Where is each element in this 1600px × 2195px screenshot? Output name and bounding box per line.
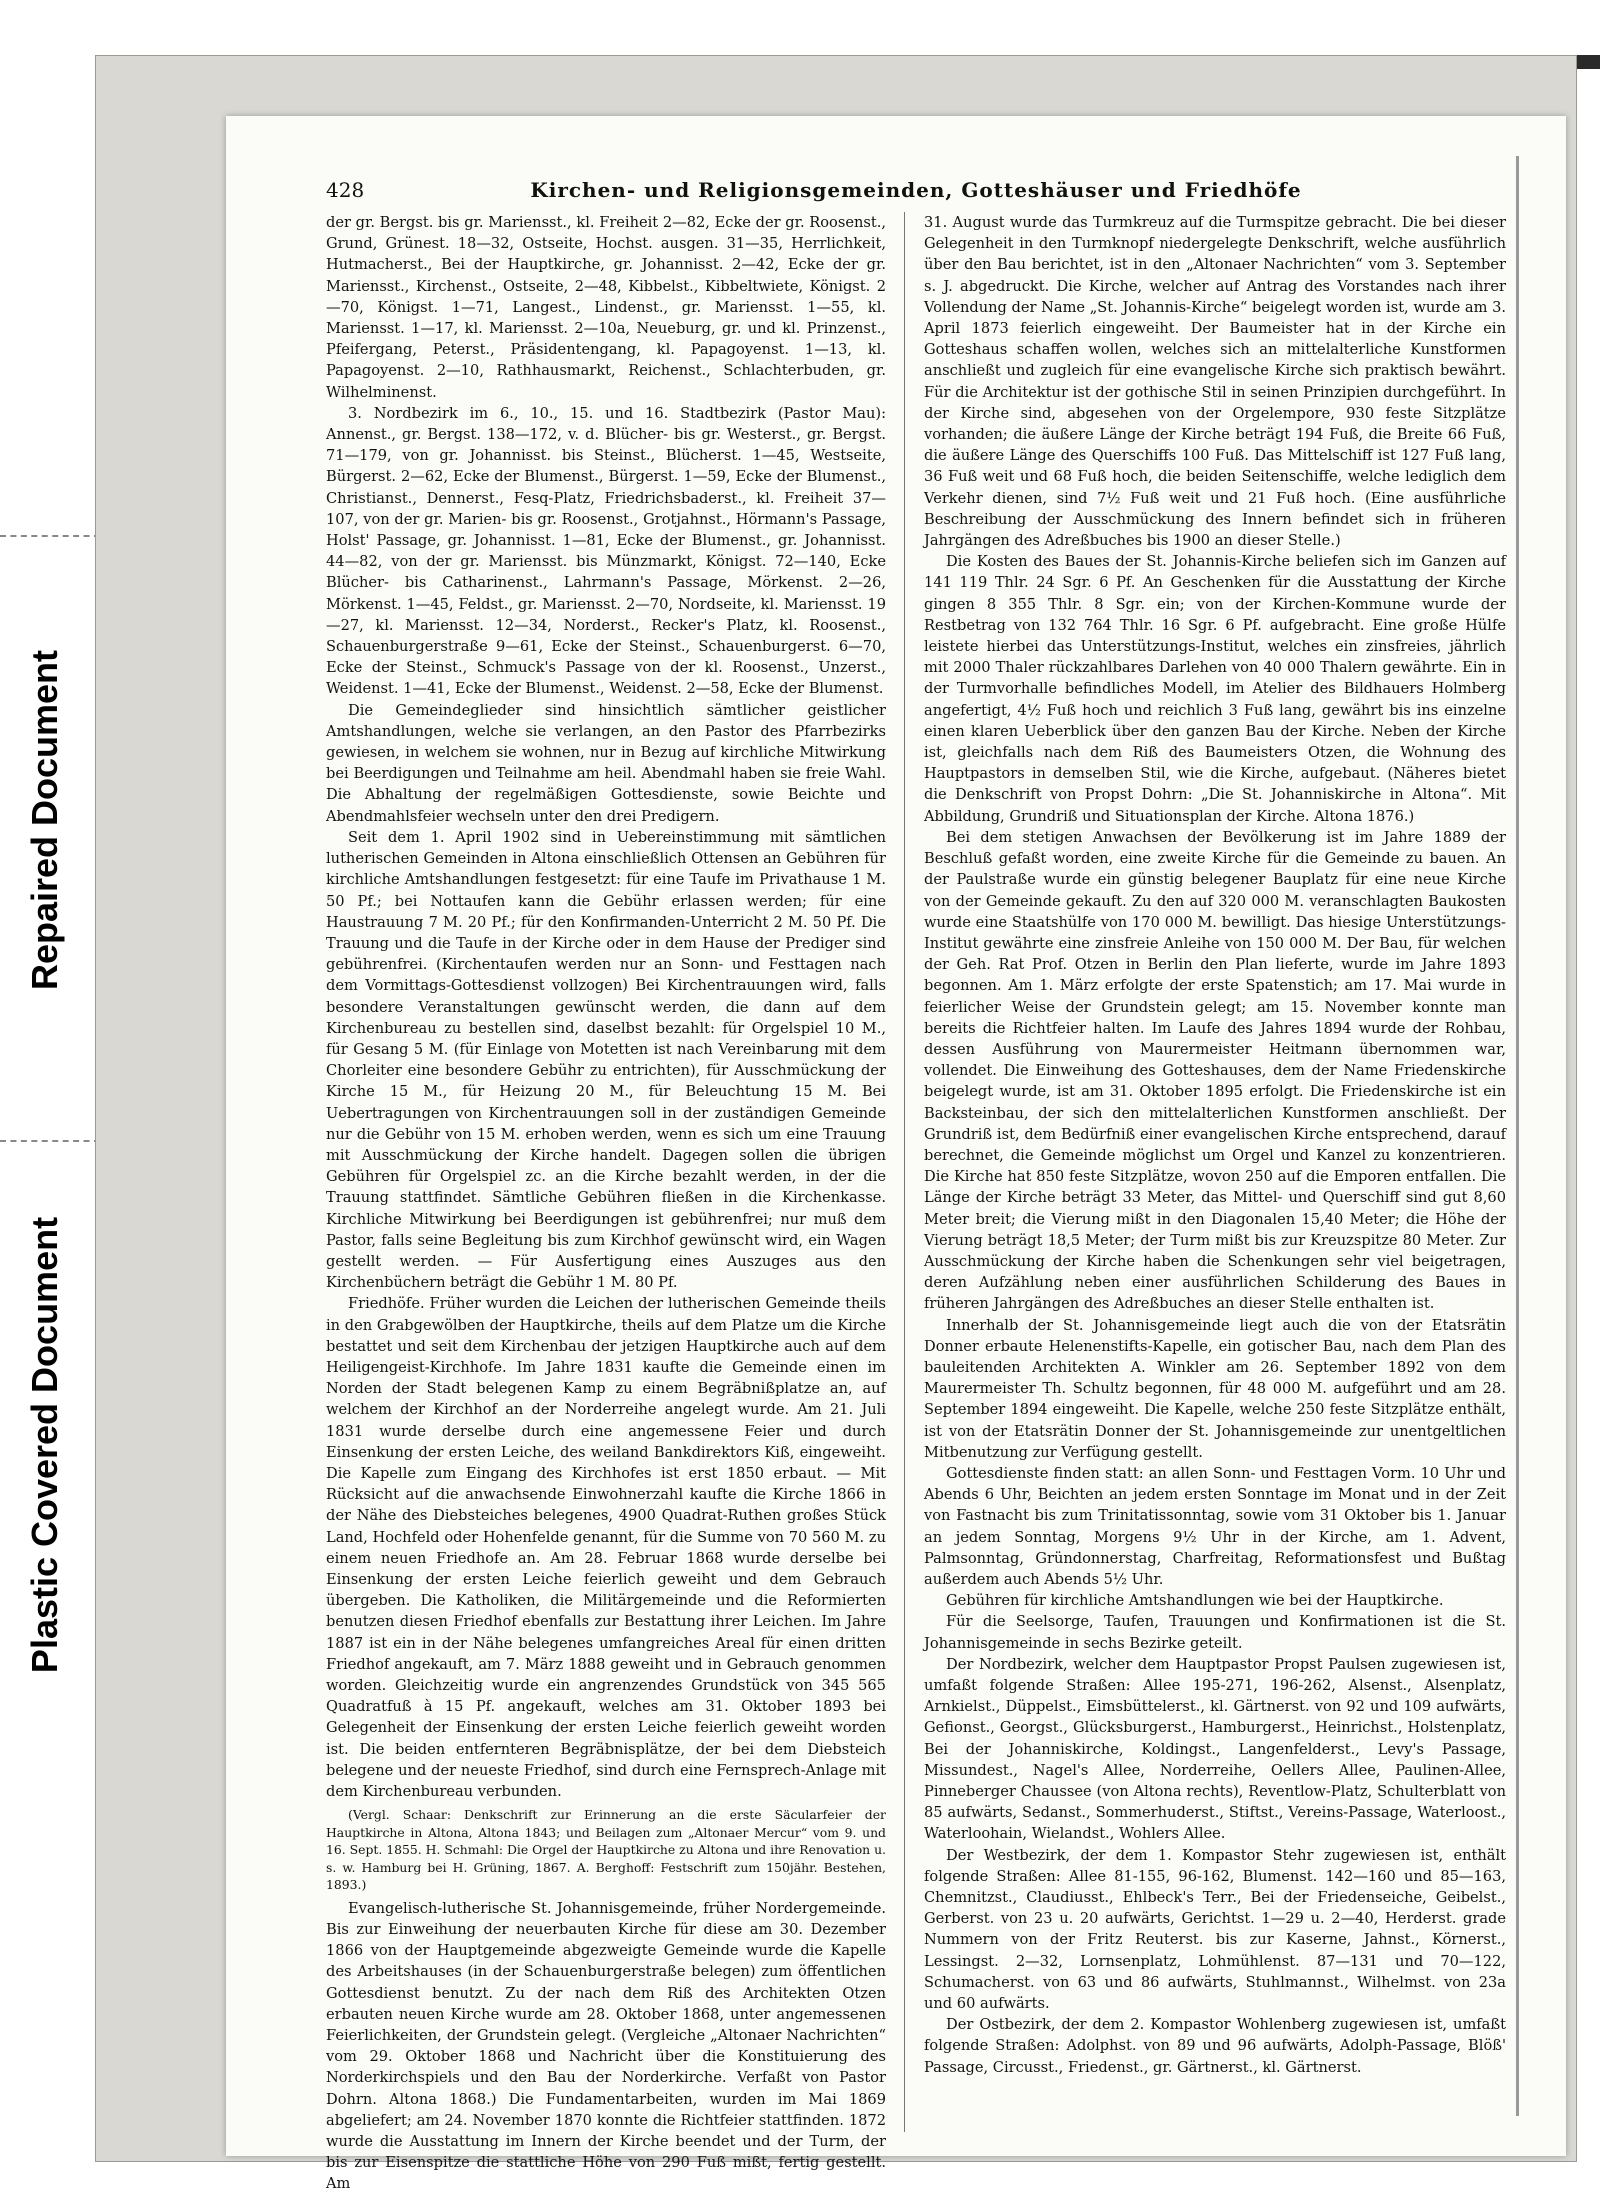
- page-number: 428: [326, 178, 365, 202]
- paragraph: Seit dem 1. April 1902 sind in Uebereinstimmung mit sämtlichen lutherischen Gemeinden in Altona einschließlich Ottensen an Gebühren für kirchliche Amtshandlungen festgesetzt: für eine Taufe im Privathause 1 M. 50 Pf.; bei Nottaufen kann die Gebühr erlassen werden; für eine Haustrauung 7 M. 20 Pf.; für den Konfirmanden-Unterricht 2 M. 50 Pf. Die Trauung und die Taufe in der Kirche oder in dem Hause der Prediger sind gebührenfrei. (Kirchentaufen werden nur an Sonn- und Festtagen nach dem Vormittags-Gottesdienst vollzogen) Bei Kirchentrauungen wird, falls besondere Veranstaltungen gewünscht werden, die dann auf dem Kirchenbureau zu bestellen sind, daselbst bezahlt: für Orgelspiel 10 M., für Gesang 5 M. (für Einlage von Motetten ist nach Vereinbarung mit dem Chorleiter eine besondere Gebühr zu entrichten), für Ausschmückung der Kirche 15 M., für Heizung 20 M., für Beleuchtung 15 M. Bei Uebertragungen von Kirchentrauungen soll in der zuständigen Gemeinde nur die Gebühr von 15 M. erhoben werden, wenn es sich um eine Trauung mit Ausschmückung der Kirche handelt. Dagegen sollen die übrigen Gebühren für Orgelspiel zc. an die Kirche bezahlt werden, in der die Trauung stattfindet. Sämtliche Gebühren fließen in die Kirchenkasse. Kirchliche Mitwirkung bei Beerdigungen ist gebührenfrei; nur muß dem Pastor, falls seine Begleitung bis zum Kirchhof gewünscht wird, ein Wagen gestellt werden. — Für Ausfertigung eines Auszuges aus den Kirchenbüchern beträgt die Gebühr 1 M. 80 Pf.: [326, 828, 886, 1292]
- bibliography-note: (Vergl. Schaar: Denkschrift zur Erinnerung an die erste Säcularfeier der Hauptkirche in Altona, Altona 1843; und Beilagen zum „Altonaer Mercur“ vom 9. und 16. Sept. 1855. H. Schmahl: Die Orgel der Hauptkirche zu Altona und ihre Renovation u. s. w. Hamburg bei H. Grüning, 1867. A. Berghoff: Festschrift zum 150jähr. Bestehen, 1893.): [326, 1807, 886, 1893]
- paragraph: Evangelisch-lutherische St. Johannisgemeinde, früher Nordergemeinde. Bis zur Einweihung der neuerbauten Kirche für diese am 30. Dezember 1866 von der Hauptgemeinde abgezweigte Gemeinde wurde die Kapelle des Arbeitshauses (in der Schauenburgerstraße belegen) zum öffentlichen Gottesdienst benutzt. Zu der nach dem Riß des Architekten Otzen erbauten neuen Kirche wurde am 28. Oktober 1868, unter angemessenen Feierlichkeiten, der Grundstein gelegt. (Vergleiche „Altonaer Nachrichten“ vom 29. Oktober 1868 und Nachricht über die Konstituierung des Norderkirchspiels und den Bau der Norderkirche. Verfaßt von Pastor Dohrn. Altona 1868.) Die Fundamentarbeiten, wurden im Mai 1869 abgeliefert; am 24. November 1870 konnte die Richtfeier stattfinden. 1872 wurde die Ausstattung im Innern der Kirche beendet und der Turm, der bis zur Eisenspitze die stattliche Höhe von 290 Fuß mißt, fertig gestellt. Am: [326, 1899, 886, 2193]
- column-divider: [904, 212, 905, 2132]
- paragraph: 31. August wurde das Turmkreuz auf die Turmspitze gebracht. Die bei dieser Gelegenheit in den Turmknopf niedergelegte Denkschrift, welche ausführlich über den Bau berichtet, ist in den „Altonaer Nachrichten“ vom 3. September s. J. abgedruckt. Die Kirche, welcher auf Antrag des Vorstandes nach ihrer Vollendung der Name „St. Johannis-Kirche“ beigelegt worden ist, wurde am 3. April 1873 feierlich eingeweiht. Der Baumeister hat in der Kirche ein Gotteshaus schaffen wollen, welches sich an mittelalterliche Kunstformen anschließt und zugleich für eine evangelische Kirche sich praktisch bewährt. Für die Architektur ist der gothische Stil in seinen Prinzipien durchgeführt. In der Kirche sind, abgesehen von der Orgelempore, 930 feste Sitzplätze vorhanden; die äußere Länge der Kirche beträgt 194 Fuß, die Breite 66 Fuß, die äußere Länge des Querschiffs 100 Fuß. Das Mittelschiff ist 127 Fuß lang, 36 Fuß weit und 68 Fuß hoch, die beiden Seitenschiffe, welche lediglich dem Verkehr dienen, sind 7½ Fuß weit und 21 Fuß hoch. (Eine ausführliche Beschreibung der Ausschmückung des Innern befindet sich in früheren Jahrgängen des Adreßbuches bis 1900 an dieser Stelle.): [924, 214, 1506, 550]
- paragraph: Der Ostbezirk, der dem 2. Kompastor Wohlenberg zugewiesen ist, umfaßt folgende Straßen: Adolphst. von 89 und 96 aufwärts, Adolph-Passage, Blöß' Passage, Circusst., Friedenst., gr. Gärtnerst., kl. Gärtnerst.: [924, 2016, 1506, 2076]
- page-header: [326, 178, 1506, 208]
- paragraph: Für die Seelsorge, Taufen, Trauungen und Konfirmationen ist die St. Johannisgemeinde in sechs Bezirke geteilt.: [924, 1613, 1506, 1652]
- paragraph: Der Nordbezirk, welcher dem Hauptpastor Propst Paulsen zugewiesen ist, umfaßt folgende Straßen: Allee 195-271, 196-262, Alsenst., Alsenplatz, Arnkielst., Düppelst., Eimsbüttelerst., kl. Gärtnerst. von 92 und 109 aufwärts, Gefionst., Georgst., Glücksburgerst., Hamburgerst., Heinrichst., Holstenplatz, Bei der Johanniskirche, Koldingst., Langenfelderst., Levy's Passage, Missundest., Nagel's Allee, Norderreihe, Oellers Allee, Paulinen-Allee, Pinneberger Chaussee (von Altona rechts), Reventlow-Platz, Schulterblatt von 85 aufwärts, Sedanst., Sommerhuderst., Stiftst., Vereins-Passage, Waterloost., Waterloohain, Wielandst., Wohlers Allee.: [924, 1655, 1506, 1843]
- paragraph: Gottesdienste finden statt: an allen Sonn- und Festtagen Vorm. 10 Uhr und Abends 6 Uhr, Beichten an jedem ersten Sonntage im Monat und in der Zeit von Fastnacht bis zum Trinitatissonntag, sowie vom 31 Oktober bis 1. Januar an jedem Sonntag, Morgens 9½ Uhr in der Kirche, am 1. Advent, Palmsonntag, Gründonnerstag, Charfreitag, Reformationsfest und Bußtag außerdem auch Abends 5½ Uhr.: [924, 1464, 1506, 1588]
- paragraph: 3. Nordbezirk im 6., 10., 15. und 16. Stadtbezirk (Pastor Mau): Annenst., gr. Bergst. 138—172, v. d. Blücher- bis gr. Westerst., gr. Bergst. 71—179, von gr. Johannisst. bis Steinst., Blücherst. 1—45, Westseite, Bürgerst. 2—62, Ecke der Blumenst., Bürgerst. 1—59, Ecke der Blumenst., Christianst., Dennerst., Fesq-Platz, Friedrichsbaderst., kl. Freiheit 37—107, von der gr. Marien- bis gr. Roosenst., Grotjahnst., Hörmann's Passage, Holst' Passage, gr. Johannisst. 1—81, Ecke der Blumenst., gr. Johannisst. 44—82, von der gr. Mariensst. bis Münzmarkt, Königst. 72—140, Ecke Blücher- bis Catharinenst., Lahrmann's Passage, Mörkenst. 2—26, Mörkenst. 1—45, Feldst., gr. Mariensst. 2—70, Nordseite, kl. Mariensst. 19—27, kl. Mariensst. 12—34, Norderst., Recker's Platz, kl. Roosenst., Schauenburgerstraße 9—61, Ecke der Steinst., Schauenburgerst. 6—70, Ecke der Steinst., Schmuck's Passage von der kl. Roosenst., Unzerst., Weidenst. 1—41, Ecke der Blumenst., Weidenst. 2—58, Ecke der Blumenst.: [326, 404, 886, 698]
- scan-labels: [0, 0, 90, 2177]
- paragraph: Die Kosten des Baues der St. Johannis-Kirche beliefen sich im Ganzen auf 141 119 Thlr. 24 Sgr. 6 Pf. An Geschenken für die Ausstattung der Kirche gingen 8 355 Thlr. 8 Sgr. ein; von der Kirchen-Kommune wurde der Restbetrag von 132 764 Thlr. 16 Sgr. 6 Pf. aufgebracht. Eine große Hülfe leistete hierbei das Unterstützungs-Institut, welches ein zinsfreies, jährlich mit 2000 Thaler rückzahlbares Darlehen von 40 000 Thalern gewährte. Ein in der Turmvorhalle befindliches Modell, im Atelier des Bildhauers Holmberg angefertigt, 4½ Fuß hoch und reichlich 3 Fuß lang, gewährt bis ins einzelne einen klaren Ueberblick über den ganzen Bau der Kirche. Neben der Kirche ist, gleichfalls nach dem Riß des Baumeisters Otzen, die Wohnung des Hauptpastors in demselben Stil, wie die Kirche, aufgebaut. (Näheres bietet die Denkschrift von Propst Dohrn: „Die St. Johanniskirche in Altona“. Mit Abbildung, Grundriß und Situationsplan der Kirche. Altona 1876.): [924, 553, 1506, 825]
- repaired-document-label: Repaired Document: [24, 649, 65, 991]
- paragraph: der gr. Bergst. bis gr. Mariensst., kl. Freiheit 2—82, Ecke der gr. Roosenst., Grund, Grünest. 18—32, Ostseite, Hochst. ausgen. 31—35, Herrlichkeit, Hutmacherst., Bei der Hauptkirche, gr. Johannisst. 2—42, Ecke der gr. Mariensst., Kirchenst., Ostseite, 2—48, Kibbelst., Kibbeltwiete, Königst. 2—70, Königst. 1—71, Langest., Lindenst., gr. Mariensst. 1—55, kl. Mariensst. 1—17, kl. Mariensst. 2—10a, Neueburg, gr. und kl. Prinzenst., Pfeifergang, Peterst., Präsidentengang, kl. Papagoyenst. 1—13, kl. Papagoyenst. 2—10, Rathhausmarkt, Reichenst., Schlachterbuden, gr. Wilhelminenst.: [326, 214, 886, 401]
- right-column: [924, 212, 1506, 2132]
- paragraph: Bei dem stetigen Anwachsen der Bevölkerung ist im Jahre 1889 der Beschluß gefaßt worden, eine zweite Kirche für die Gemeinde zu bauen. An der Paulstraße wurde ein günstig belegener Bauplatz für eine neue Kirche von der Gemeinde gekauft. Zu den auf 320 000 M. veranschlagten Baukosten wurde eine Staatshülfe von 170 000 M. bewilligt. Das hiesige Unterstützungs-Institut gewährte eine zinsfreie Anleihe von 150 000 M. Der Bau, für welchen der Geh. Rat Prof. Otzen in Berlin den Plan lieferte, wurde im Jahre 1893 begonnen. Am 1. März erfolgte der erste Spatenstich; am 17. Mai wurde in feierlicher Weise der Grundstein gelegt; am 15. November konnte man bereits die Richtfeier halten. Im Laufe des Jahres 1894 wurde der Rohbau, dessen Ausführung von Maurermeister Heitmann übernommen war, vollendet. Die Einweihung des Gotteshauses, dem der Name Friedenskirche beigelegt wurde, ist am 31. Oktober 1895 erfolgt. Die Friedenskirche ist ein Backsteinbau, der sich den mittelalterlichen Kunstformen anschließt. Der Grundriß ist, dem Bedürfniß einer evangelischen Kirche entsprechend, darauf berechnet, die Gemeinde möglichst um Orgel und Kanzel zu konzentrieren. Die Kirche hat 850 feste Sitzplätze, wovon 250 auf die Emporen entfallen. Die Länge der Kirche beträgt 33 Meter, das Mittel- und Querschiff sind gut 8,60 Meter breit; die Vierung mißt in den Diagonalen 15,40 Meter; die Höhe der Vierung beträgt 18,5 Meter; der Turm mißt bis zur Kreuzspitze 80 Meter. Zur Ausschmückung der Kirche haben die Schenkungen sehr viel beigetragen, deren Aufzählung neben einer ausführlichen Schilderung des Baues in früheren Jahrgängen des Adreßbuches an dieser Stelle enthalten ist.: [924, 828, 1506, 1313]
- middle-dashed-divider: [0, 1140, 100, 1142]
- paragraph: Innerhalb der St. Johannisgemeinde liegt auch die von der Etatsrätin Donner erbaute Helenenstifts-Kapelle, ein gotischer Bau, nach dem Plan des bauleitenden Architekten A. Winkler am 26. September 1892 von dem Maurermeister Th. Schultz begonnen, für 48 000 M. aufgeführt und am 28. September 1894 eingeweiht. Die Kapelle, welche 250 feste Sitzplätze enthält, ist von der Etatsrätin Donner der St. Johannisgemeinde zur unentgeltlichen Mitbenutzung zur Verfügung gestellt.: [924, 1316, 1506, 1461]
- top-dashed-divider: [0, 535, 100, 537]
- scan-corner-mark: [1575, 55, 1600, 69]
- paragraph: Die Gemeindeglieder sind hinsichtlich sämtlicher geistlicher Amtshandlungen, welche sie verlangen, an den Pastor des Pfarrbezirks gewiesen, in welchem sie wohnen, nur in Bezug auf kirchliche Mitwirkung bei Beerdigungen und Teilnahme am heil. Abendmahl haben sie freie Wahl. Die Abhaltung der regelmäßigen Gottesdienste, sowie Beichte und Abendmahlsfeier wechseln unter den drei Predigern.: [326, 701, 886, 825]
- scan-background: [95, 55, 1577, 2193]
- paragraph: Der Westbezirk, der dem 1. Kompastor Stehr zugewiesen ist, enthält folgende Straßen: Allee 81-155, 96-162, Blumenst. 142—160 und 85—163, Chemnitzst., Claudiusst., Ehlbeck's Terr., Bei der Friedenseiche, Geibelst., Gerberst. von 23 u. 20 aufwärts, Gerichtst. 1—29 u. 2—40, Herderst. grade Nummern von der Fritz Reuterst. bis zur Kaserne, Jahnst., Körnerst., Lessingst. 2—32, Lornsenplatz, Lohmühlenst. 87—131 und 70—122, Schumacherst. von 63 und 86 aufwärts, Stuhlmannst., Wilhelmst. von 23a und 60 aufwärts.: [924, 1846, 1506, 2013]
- plastic-covered-label: Plastic Covered Document: [24, 1216, 65, 1674]
- paragraph: Gebühren für kirchliche Amtshandlungen wie bei der Hauptkirche.: [946, 1592, 1444, 1610]
- page-edge-line: [1516, 156, 1519, 2116]
- document-page: [226, 116, 1566, 2193]
- text-columns: [326, 212, 1506, 2193]
- left-column: [326, 212, 886, 2193]
- paragraph: Friedhöfe. Früher wurden die Leichen der lutherischen Gemeinde theils in den Grabgewölben der Hauptkirche, theils auf dem Platze um die Kirche bestattet und seit dem Kirchenbau der jetzigen Hauptkirche auch auf dem Heiligengeist-Kirchhofe. Im Jahre 1831 kaufte die Gemeinde einen im Norden der Stadt belegenen Kamp zu einem Begräbnißplatze an, auf welchem der Kirchhof an der Norderreihe angelegt wurde. Am 21. Juli 1831 wurde derselbe durch eine angemessene Feier und durch Einsenkung der ersten Leiche, des weiland Bankdirektors Kiß, eingeweiht. Die Kapelle zum Eingang des Kirchhofes ist erst 1850 erbaut. — Mit Rücksicht auf die anwachsende Einwohnerzahl kaufte die Kirche 1866 in der Nähe des Diebsteiches belegenes, 4900 Quadrat-Ruthen großes Stück Land, Hochfeld oder Hohenfelde genannt, für die Summe von 70 560 M. zu einem neuen Friedhofe an. Am 28. Februar 1868 wurde derselbe bei Einsenkung der ersten Leiche feierlich geweiht und dem Gebrauch übergeben. Die Katholiken, die Militärgemeinde und die Reformierten benutzen diesen Friedhof ebenfalls zur Bestattung ihrer Leichen. Im Jahre 1887 ist ein in der Nähe belegenes umfangreiches Areal für einen dritten Friedhof angekauft, am 7. März 1888 geweiht und in Gebrauch genommen worden. Gleichzeitig wurde ein angrenzendes Grundstück von 345 565 Quadratfuß à 15 Pf. angekauft, welches am 31. Oktober 1893 bei Gelegenheit der Einsenkung der ersten Leiche feierlich geweiht worden ist. Die beiden entfernteren Begräbnisplätze, der bei dem Diebsteich belegene und der neueste Friedhof, sind durch eine Fernsprech-Anlage mit dem Kirchenbureau verbunden.: [326, 1295, 886, 1801]
- running-title: Kirchen- und Religionsgemeinden, Gotteshäuser und Friedhöfe: [530, 178, 1302, 202]
